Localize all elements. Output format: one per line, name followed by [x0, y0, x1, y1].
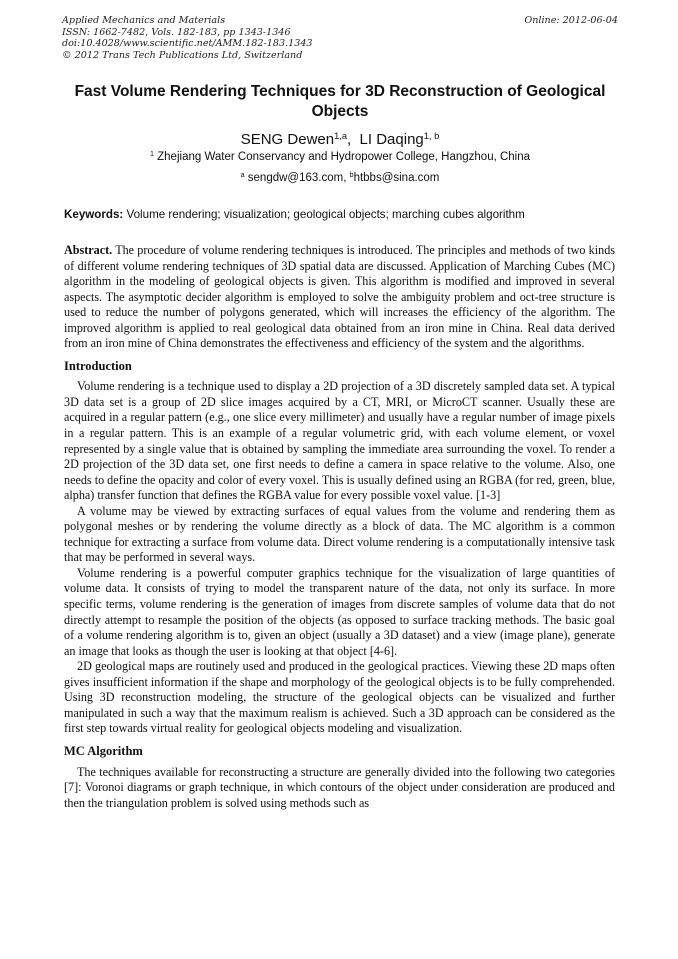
affiliation-text: Zhejiang Water Conservancy and Hydropower College, Hangzhou, China [157, 151, 531, 163]
body-paragraph: The techniques available for reconstructing a structure are generally divided into the following two categories [7]: Voronoi diagrams or graph technique, in which contours of the object under consideration are produced and then the triangulation problem is solved using methods such as [64, 764, 615, 810]
abstract-label: Abstract. [64, 243, 113, 257]
body-paragraph: Volume rendering is a powerful computer graphics technique for the visualization of large quantities of volume data. It consists of trying to model the transparent nature of the data, not only its surface. In more specific terms, volume rendering is the generation of images from discrete samples of volume data that do not directly attempt to resample the position of the objects (as opposed to surface tracking methods. The basic goal of a volume rendering algorithm is to, given an object (usually a 3D dataset) and a view (image plane), generate an image that looks as though the user is looking at that object [4-6]. [64, 565, 615, 658]
copyright-line: © 2012 Trans Tech Publications Ltd, Switzerland [62, 49, 303, 61]
body-paragraph: Volume rendering is a technique used to display a 2D projection of a 3D discretely sampled data set. A typical 3D data set is a group of 2D slice images acquired by a CT, MRI, or MicroCT scanner. Usually these are acquired in a regular pattern (e.g., one slice every millimeter) and usually have a regular number of image pixels in a regular pattern. This is an example of a regular volumetric grid, with each volume element, or voxel represented by a single value that is obtained by sampling the immediate area surrounding the voxel. To render a 2D projection of the 3D data set, one first needs to define a camera in space relative to the volume. Also, one needs to define the opacity and color of every voxel. This is usually defined using an RGBA (for red, green, blue, alpha) transfer function that defines the RGBA value for every possible voxel value. [1-3] [64, 379, 615, 503]
body-paragraph: 2D geological maps are routinely used and produced in the geological practices. Viewing these 2D maps often gives insufficient information if the shape and morphology of the geological objects is to be fully comprehended. Using 3D reconstruction modeling, the structure of the geological objects can be visualized and further manipulated in such a way that the maximum realism is achieved. Such a 3D approach can be considered as the first step towards virtual reality for geological objects modeling and visualization. [64, 659, 615, 736]
email-superscript: a [240, 171, 245, 180]
affiliation-superscript: 1 [149, 150, 154, 159]
abstract-text: The procedure of volume rendering techniques is introduced. The principles and methods of two kinds of different volume rendering techniques of 3D spatial data are discussed. Application of Marching Cubes (MC) algorithm in the modeling of geological objects is given. This algorithm is modified and improved in several aspects. The asymptotic decider algorithm is employed to solve the ambiguity problem and oct-tree structure is used to reduce the number of polygons generated, which will increases the efficiency of the algorithm. The improved algorithm is applied to real geological data obtained from an iron mine in China. Real data derived from an iron mine of China demonstrates the effectiveness and efficiency of the system and the algorithms. [64, 243, 615, 351]
section-heading-mc-algorithm: MC Algorithm [64, 743, 143, 758]
online-date: Online: 2012-06-04 [524, 15, 618, 26]
email-address: sengdw@163.com, [247, 172, 350, 184]
author-superscript: 1,a [334, 130, 348, 141]
keywords-text: Volume rendering; visualization; geological objects; marching cubes algorithm [126, 208, 525, 221]
keywords [64, 207, 620, 222]
author-superscript: 1, b [423, 130, 440, 141]
author-line: SENG Dewen$^{1,a}$, LI Daqing$^{1, b}$ [240, 130, 440, 148]
abstract [64, 243, 615, 352]
paper-body [64, 243, 615, 811]
journal-name: Applied Mechanics and Materials [62, 15, 226, 26]
issn-line: ISSN: 1662-7482, Vols. 182-183, pp 1343-1346 [62, 26, 291, 38]
doi-line: doi:10.4028/www.scientific.net/AMM.182-183.1343 [62, 38, 313, 50]
section-heading-introduction: Introduction [64, 358, 132, 373]
body-paragraph: A volume may be viewed by extracting surfaces of equal values from the volume and rendering them as polygonal meshes or by rendering the volume directly as a block of data. The MC algorithm is a common technique for extracting a surface from volume data. Direct volume rendering is a computationally intensive task that may be performed in several ways. [64, 503, 615, 565]
journal-header [62, 15, 618, 61]
affiliation [62, 150, 618, 165]
email-address: htbbs@sina.com [353, 172, 440, 184]
paper-title: Fast Volume Rendering Techniques for 3D Reconstruction of Geological Objects [74, 83, 606, 120]
email-line [62, 171, 618, 186]
author-name: SENG Dewen [240, 131, 335, 148]
author-name: LI Daqing [359, 131, 424, 148]
keywords-label: Keywords: [64, 208, 124, 221]
email-superscript: b [349, 171, 354, 180]
